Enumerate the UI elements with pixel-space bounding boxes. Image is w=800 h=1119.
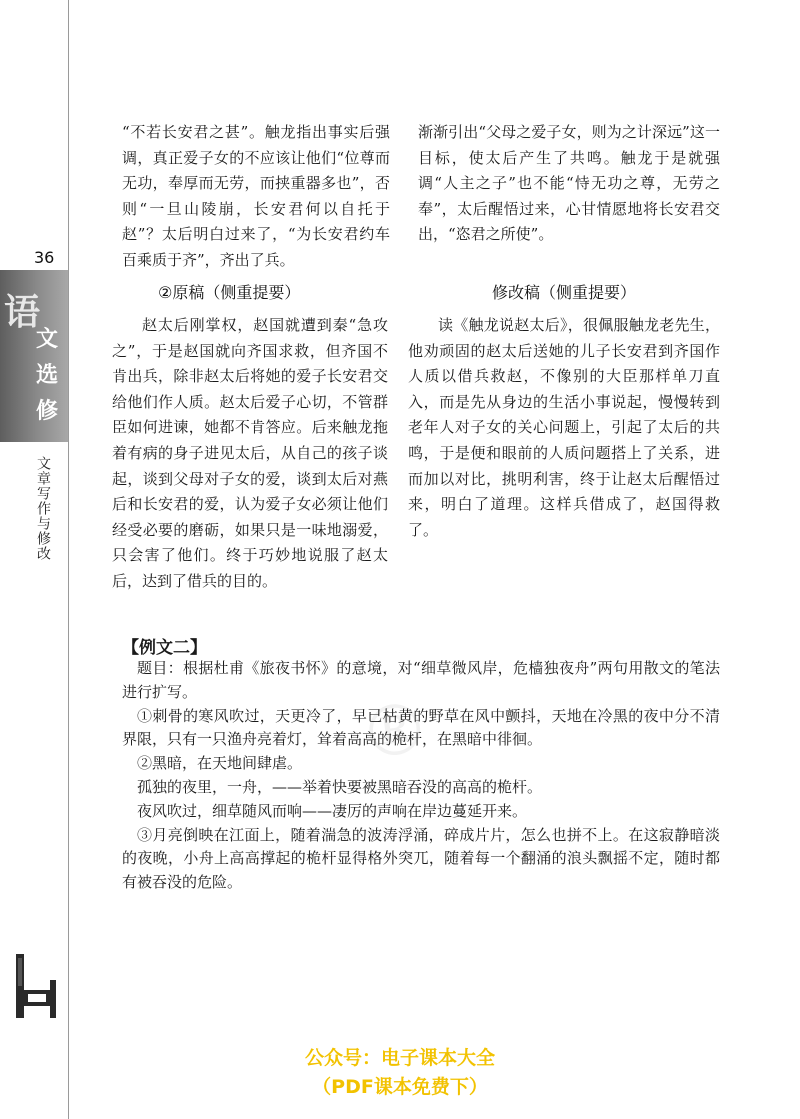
example-two-paragraph: ②黑暗，在天地间肆虐。: [137, 754, 303, 773]
revised-draft-heading: 修改稿（侧重提要）: [492, 283, 637, 302]
side-subtitle: 文章写作与修改: [35, 456, 51, 561]
example-two-paragraph: 孤独的夜里，一舟，——举着快要被黑暗吞没的高高的桅杆。: [137, 777, 543, 796]
original-draft-paragraph: 赵太后刚掌权，赵国就遭到秦“急攻之”，于是赵国就向齐国求救，但齐国不肯出兵，除非赵太后将她的爱子长安君交给他们作人质。赵太后爱子心切，不管群臣如何进谏，她都不肯答应。后来触龙拖着有病的身子进见太后，从自己的孩子谈起，谈到父母对子女的爱，谈到太后对燕后和长安君的爱，认为爱子女必须让他们经受必要的磨砺，如果只是一味地溺爱，只会害了他们。终于巧妙地说服了赵太后，达到了借兵的目的。: [112, 316, 388, 590]
page-number: 36: [34, 248, 55, 267]
revised-draft-paragraph: 读《触龙说赵太后》，很佩服触龙老先生，他劝顽固的赵太后送她的儿子长安君到齐国作人质以借兵救赵，不像别的大臣那样单刀直入，而是先从身边的生活小事说起，慢慢转到老年人对子女的关心问题上，引起了太后的共鸣，于是便和眼前的人质问题搭上了关系，进而加以对比，挑明利害，终于让赵太后醒悟过来，明白了道理。这样兵借成了，赵国得救了。: [408, 316, 720, 539]
example-two-paragraph: ③月亮倒映在江面上，随着湍急的波涛浮涌，碎成片片，怎么也拼不上。在这寂静暗淡的夜晚，小舟上高高撑起的桅杆显得格外突兀，随着每一个翻涌的浪头飘摇不定，随时都有被吞没的危险。: [122, 825, 720, 892]
side-title-char-2: 文: [36, 326, 59, 352]
revised-draft-text: [408, 313, 720, 543]
example-two-heading: 【例文二】: [122, 638, 207, 658]
side-title-char-1: 语: [4, 291, 41, 333]
side-title-char-3: 选: [36, 362, 59, 388]
original-draft-heading: ②原稿（侧重提要）: [158, 283, 301, 302]
top-left-text: “不若长安君之甚”。触龙指出事实后强调，真正爱子女的不应该让他们“位尊而无功，奉厚而无劳，而挟重器多也”，否则“一旦山陵崩，长安君何以自托于赵”？太后明白过来了，“为长安君约车百乘质于齐”，齐出了兵。: [122, 123, 390, 269]
margin-rule: [68, 0, 69, 1119]
watermark-seal: ®: [354, 685, 436, 777]
footer-line-1: 公众号：电子课本大全: [304, 1047, 495, 1069]
side-title-char-4: 修: [36, 398, 59, 424]
chapter-side-tab: [0, 270, 68, 442]
example-two-paragraph: ①刺骨的寒风吹过，天更冷了，早已枯黄的野草在风中颤抖，天地在冷黑的夜中分不清界限，只有一只渔舟亮着灯，耸着高高的桅杆，在黑暗中徘徊。: [122, 706, 720, 749]
example-two-prompt: 题目：根据杜甫《旅夜书怀》的意境，对“细草微风岸，危樯独夜舟”两句用散文的笔法进行扩写。: [122, 659, 720, 701]
example-two-body: [122, 657, 720, 895]
chair-decoration-icon: [10, 950, 62, 1020]
top-right-text: 渐渐引出“父母之爱子女，则为之计深远”这一目标，使太后产生了共鸣。触龙于是就强调“人主之子”也不能“恃无功之尊，无劳之奉”，太后醒悟过来，心甘情愿地将长安君交出，“恣君之所使”。: [418, 123, 720, 244]
footer-line-2: （PDF课本免费下）: [312, 1076, 488, 1098]
example-two-paragraph: 夜风吹过，细草随风而响——凄厉的声响在岸边蔓延开来。: [137, 801, 528, 820]
original-draft-text: [112, 313, 388, 595]
